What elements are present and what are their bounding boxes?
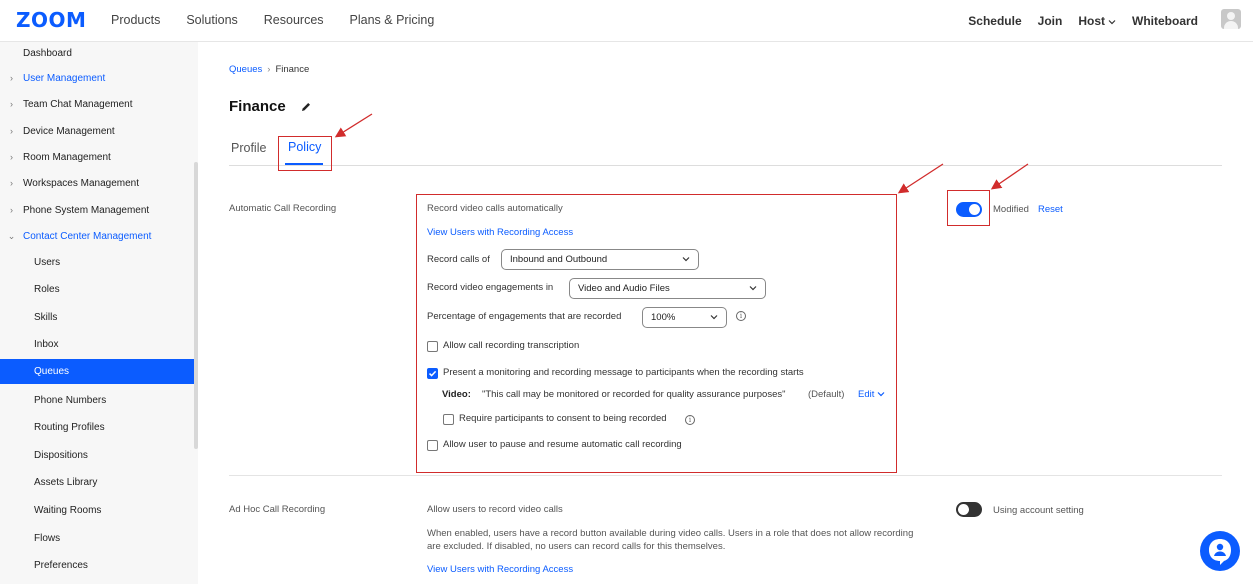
chatbot-icon — [1200, 531, 1240, 571]
tab-policy[interactable]: Policy — [288, 140, 322, 154]
nav-join[interactable]: Join — [1037, 14, 1063, 28]
sidebar-item-label: Dashboard — [23, 47, 72, 59]
sidebar-item-label: Device Management — [23, 125, 115, 137]
view-users-recording-access-link[interactable]: View Users with Recording Access — [427, 227, 574, 238]
sidebar-item-label: Flows — [34, 532, 61, 544]
sidebar-item-label: Assets Library — [34, 476, 98, 488]
breadcrumb-queues-link[interactable]: Queues — [229, 64, 263, 75]
video-message-text: "This call may be monitored or recorded for quality assurance purposes" — [482, 389, 786, 400]
adhoc-description-line2: are excluded. If disabled, no users can record calls for this themselves. — [427, 541, 726, 552]
percentage-recorded-label: Percentage of engagements that are recorded — [427, 311, 622, 322]
video-label: Video: — [442, 389, 471, 400]
require-consent-label: Require participants to consent to being recorded — [459, 413, 667, 424]
sidebar-item-label: Team Chat Management — [23, 98, 133, 110]
chevron-right-icon: › — [10, 99, 13, 109]
present-message-label: Present a monitoring and recording message to participants when the recording starts — [443, 367, 804, 378]
adhoc-view-users-link[interactable]: View Users with Recording Access — [427, 564, 574, 575]
nav-whiteboard[interactable]: Whiteboard — [1132, 14, 1198, 28]
sidebar-item-label: Skills — [34, 311, 58, 323]
modified-status: Modified — [993, 204, 1029, 215]
nav-host-label: Host — [1078, 14, 1105, 28]
sidebar-item-label: Inbox — [34, 338, 59, 350]
zoom-logo[interactable]: ZOOM — [16, 8, 87, 32]
info-icon[interactable]: i — [685, 415, 695, 425]
adhoc-description-line1: When enabled, users have a record button available during video calls. Users in a role that does not allow recording — [427, 528, 914, 539]
select-value: Video and Audio Files — [578, 283, 670, 294]
chevron-right-icon: › — [10, 152, 13, 162]
edit-label: Edit — [858, 389, 875, 400]
tab-profile[interactable]: Profile — [231, 141, 267, 155]
chevron-right-icon: › — [10, 178, 13, 188]
sidebar-item-label: Waiting Rooms — [34, 504, 102, 516]
info-icon[interactable]: i — [736, 311, 746, 321]
allow-pause-label: Allow user to pause and resume automatic call recording — [443, 439, 682, 450]
sidebar-item-label: Roles — [34, 283, 60, 295]
chevron-right-icon: › — [10, 73, 13, 83]
sidebar-item-label: Queues — [34, 366, 70, 377]
adhoc-call-recording-label: Ad Hoc Call Recording — [229, 504, 326, 515]
annotation-arrow-policy — [337, 114, 372, 136]
automatic-call-recording-label: Automatic Call Recording — [229, 203, 337, 214]
select-value: 100% — [651, 312, 676, 323]
sidebar-item-label: Phone System Management — [23, 204, 150, 216]
adhoc-heading: Allow users to record video calls — [427, 504, 563, 515]
annotation-arrow-toggle — [993, 164, 1028, 188]
nav-products[interactable]: Products — [111, 13, 161, 27]
allow-transcription-label: Allow call recording transcription — [443, 340, 580, 351]
record-engagements-label: Record video engagements in — [427, 282, 554, 293]
annotation-arrow-settings — [900, 164, 943, 192]
breadcrumb-separator: › — [267, 64, 271, 75]
sidebar-item-label: Routing Profiles — [34, 421, 105, 433]
sidebar-item-label: Phone Numbers — [34, 394, 107, 406]
sidebar-item-label: Workspaces Management — [23, 177, 139, 189]
nav-schedule[interactable]: Schedule — [968, 14, 1022, 28]
page-title: Finance — [229, 98, 286, 115]
adhoc-status: Using account setting — [993, 505, 1084, 516]
chevron-down-icon: ⌄ — [7, 230, 16, 241]
nav-resources[interactable]: Resources — [263, 13, 324, 27]
sidebar-item-label: Preferences — [34, 559, 88, 571]
sidebar-item-label: Users — [34, 256, 61, 268]
chevron-right-icon: › — [10, 126, 13, 136]
nav-plans-pricing[interactable]: Plans & Pricing — [349, 13, 435, 27]
sidebar-item-label: Room Management — [23, 151, 111, 163]
nav-solutions[interactable]: Solutions — [186, 13, 238, 27]
chat-support-icon[interactable] — [1200, 531, 1240, 571]
sidebar-item-label: Dispositions — [34, 449, 88, 461]
select-value: Inbound and Outbound — [510, 254, 608, 265]
default-tag: (Default) — [808, 389, 845, 400]
sidebar-item-label: User Management — [23, 72, 106, 84]
record-calls-of-label: Record calls of — [427, 254, 490, 265]
reset-button[interactable]: Reset — [1038, 204, 1063, 215]
record-video-calls-heading: Record video calls automatically — [427, 203, 563, 214]
breadcrumb-current: Finance — [275, 64, 310, 75]
sidebar-item-label: Contact Center Management — [23, 230, 152, 242]
chevron-right-icon: › — [10, 205, 13, 215]
